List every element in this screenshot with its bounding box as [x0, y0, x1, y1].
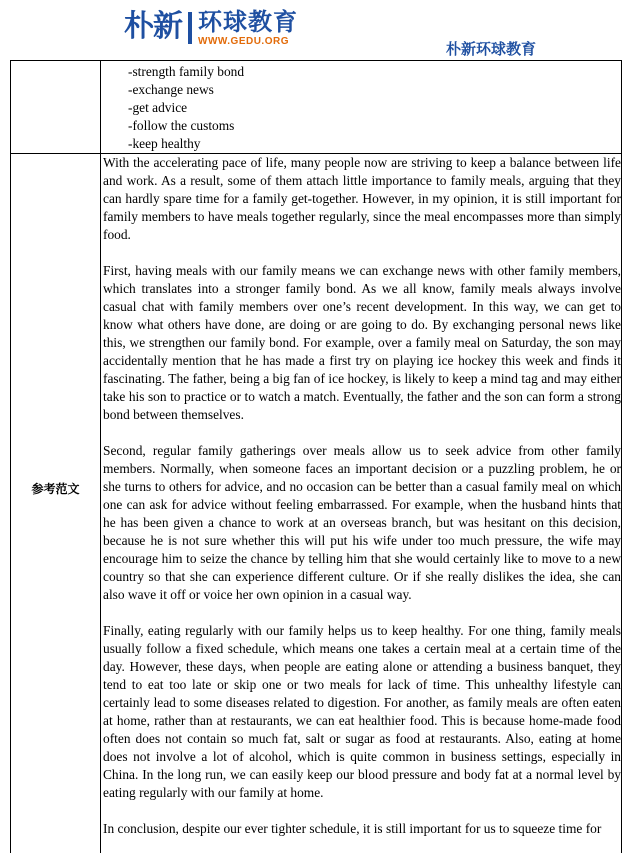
essay-paragraph: First, having meals with our family means we can exchange news with other family members, which translates into a stronger family bond. As we all know, family meals always involve casual chat with family members over one’s recent development. In this way, we can get to know what others have done, are doing or are going to do. By exchanging personal news like this, we strengthen our family bond. For example, over a family meal on Saturday, the son may accidentally mention that he has made a first try on playing ice hockey this week and finds it fascinating. The father, being a big fan of ice hockey, is likely to keep a mind tag and may either take his son to practice or to watch a match. Eventually, the father and the son can form a strong bond between themselves.	[103, 263, 621, 422]
outline-item: -follow the customs	[128, 118, 235, 133]
outline-item: -exchange news	[128, 82, 214, 97]
outline-item: -get advice	[128, 100, 188, 115]
logo	[124, 8, 298, 52]
page-header	[0, 0, 631, 62]
logo-right-block	[198, 8, 298, 48]
sample-essay-label: 参考范文	[31, 482, 80, 496]
essay-paragraph: With the accelerating pace of life, many people now are striving to keep a balance between life and work. As a result, some of them attach little importance to family meals, arguing that they can hardly spare time for a family get-together. However, in my opinion, it is still important for family members to have meals together regularly, since the meal encompasses more than simply food.	[103, 155, 621, 242]
essay-paragraph: Finally, eating regularly with our family helps us to keep healthy. For one thing, family meals usually follow a fixed schedule, which means one takes a certain meal at a certain time of the day. However, these days, when people are eating alone or attending a business banquet, they tend to eat too late or skip one or two meals for lack of time. This unhealthy lifestyle can certainly lead to some diseases related to digestion. For another, as family meals are often eaten at home, rather than at restaurants, we can eat healthier food. This is because home-made food often does not contain so much fat, salt or sugar as food at restaurants. Also, eating at home does not involve a lot of alcohol, which is quite common in business settings, especially in China. In the long run, we can easily keep our blood pressure and body fat at a normal level by eating regularly with our family at home.	[103, 623, 621, 800]
logo-url: WWW.GEDU.ORG	[198, 36, 289, 47]
essay-paragraph: Second, regular family gatherings over meals allow us to seek advice from other family members. Normally, when someone faces an important decision or a puzzling problem, he or she turns to others for advice, and no occasion can be better than a casual family meal on which one can ask for advice without feeling embarrassed. For example, when the husband hints that he has been given a chance to work at an overseas branch, but was hesitant on this decision, because he is not sure whether this will put his wife under too much pressure, the wife may encourage him to seize the chance by telling him that she would certainly like to move to a new country so that she can experience different culture. Or if she really dislikes the idea, she can also wave it off or voice her own opinion in a casual way.	[103, 443, 621, 602]
essay-paragraph: In conclusion, despite our ever tighter schedule, it is still important for us to squeeze time for	[103, 821, 602, 836]
logo-chinese-name: 朴新	[124, 9, 182, 44]
outline-list	[128, 63, 244, 153]
logo-subtitle: 环球教育	[198, 8, 298, 36]
outline-item: -keep healthy	[128, 136, 201, 151]
column-divider	[100, 61, 101, 853]
sample-essay	[103, 154, 621, 856]
logo-divider	[188, 12, 192, 44]
brand-name: 朴新环球教育	[446, 40, 537, 58]
outline-item: -strength family bond	[128, 64, 245, 79]
content-table	[10, 61, 622, 853]
